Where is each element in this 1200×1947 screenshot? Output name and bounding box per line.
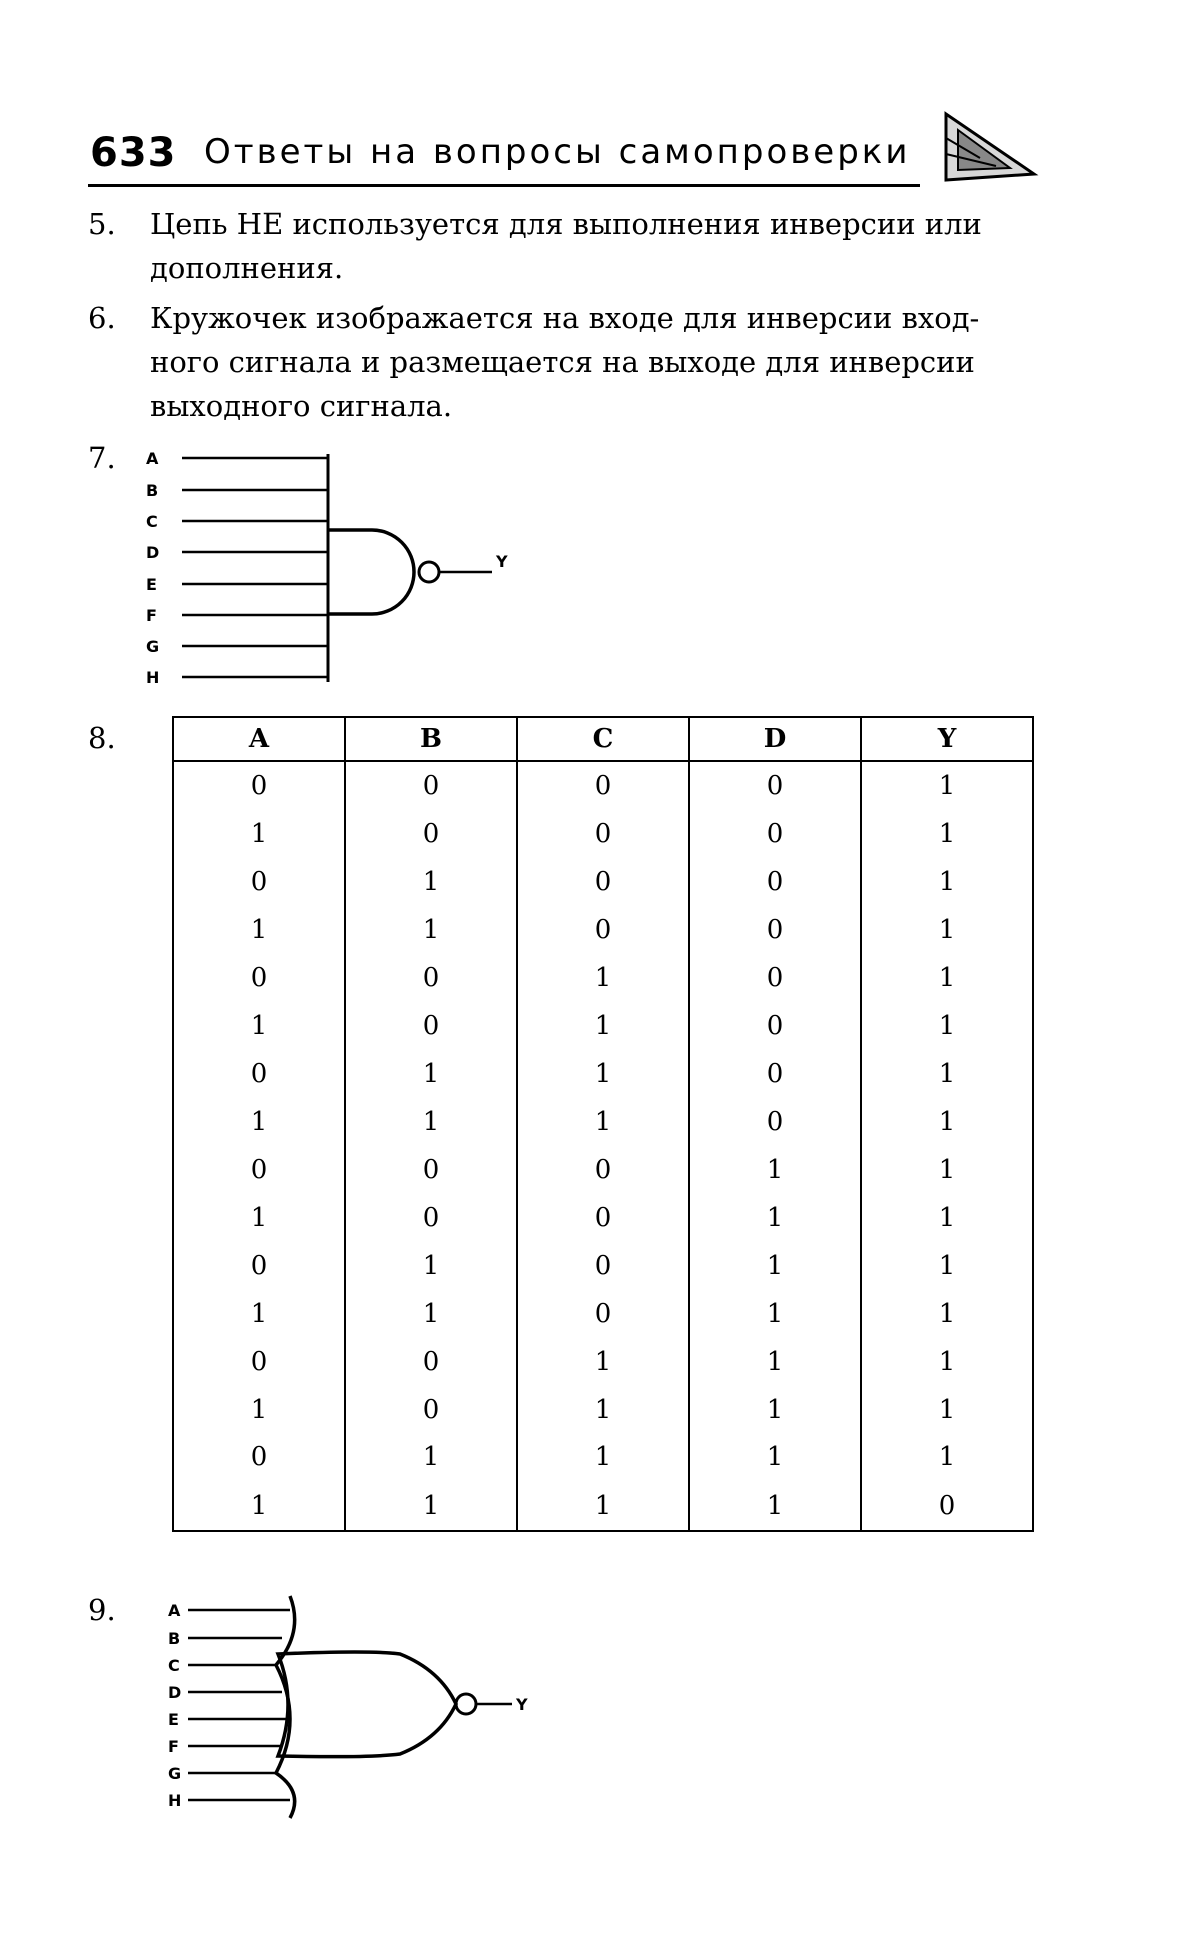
- answer-6-text: [150, 296, 1130, 428]
- cell-d: 0: [689, 906, 861, 954]
- cell-d: 0: [689, 1098, 861, 1146]
- table-row: [173, 1194, 1033, 1242]
- cell-a: 1: [173, 1386, 345, 1434]
- running-title: Ответы на вопросы самопроверки: [204, 132, 911, 172]
- cell-b: 0: [345, 811, 517, 859]
- answer-8-number: 8.: [88, 721, 116, 755]
- cell-a: 1: [173, 811, 345, 859]
- cell-y: 1: [861, 906, 1033, 954]
- cell-a: 1: [173, 1290, 345, 1338]
- page-header: [88, 124, 920, 187]
- cell-a: 1: [173, 1002, 345, 1050]
- cell-y: 1: [861, 1002, 1033, 1050]
- cell-d: 1: [689, 1386, 861, 1434]
- table-row: [173, 1050, 1033, 1098]
- answer-5-line: дополнения.: [150, 251, 344, 285]
- cell-b: 0: [345, 1194, 517, 1242]
- nand-gate-8-input-diagram: [140, 440, 530, 690]
- cell-c: 1: [517, 1002, 689, 1050]
- cell-d: 0: [689, 954, 861, 1002]
- input-label-d: D: [146, 543, 160, 562]
- cell-y: 1: [861, 1242, 1033, 1290]
- cell-a: 1: [173, 906, 345, 954]
- cell-y: 1: [861, 1194, 1033, 1242]
- cell-c: 0: [517, 811, 689, 859]
- cell-y: 1: [861, 1290, 1033, 1338]
- output-label-y: Y: [516, 1695, 528, 1714]
- nor-gate-8-input-diagram: [140, 1592, 560, 1822]
- table-row: [173, 761, 1033, 811]
- answer-7-number: 7.: [88, 441, 116, 475]
- cell-c: 0: [517, 1242, 689, 1290]
- cell-c: 1: [517, 1098, 689, 1146]
- cell-c: 0: [517, 906, 689, 954]
- table-row: [173, 1434, 1033, 1482]
- answer-9-number: 9.: [88, 1593, 116, 1627]
- cell-b: 1: [345, 1242, 517, 1290]
- column-header-c: C: [517, 717, 689, 761]
- answer-5-line: Цепь НЕ используется для выполнения инверсии или: [150, 207, 982, 241]
- input-label-a: A: [168, 1601, 181, 1620]
- answer-6-line: ного сигнала и размещается на выходе для инверсии: [150, 345, 975, 379]
- table-row: [173, 811, 1033, 859]
- cell-y: 1: [861, 1386, 1033, 1434]
- cell-b: 0: [345, 1002, 517, 1050]
- input-label-h: H: [168, 1791, 182, 1810]
- cell-y: 1: [861, 761, 1033, 811]
- cell-a: 1: [173, 1194, 345, 1242]
- cell-b: 1: [345, 1434, 517, 1482]
- column-header-d: D: [689, 717, 861, 761]
- cell-a: 0: [173, 1242, 345, 1290]
- cell-b: 0: [345, 1146, 517, 1194]
- cell-y: 1: [861, 954, 1033, 1002]
- table-row: [173, 1290, 1033, 1338]
- table-row: [173, 1481, 1033, 1531]
- truth-table-grid: [172, 716, 1034, 1532]
- table-row: [173, 1338, 1033, 1386]
- input-label-d: D: [168, 1683, 182, 1702]
- cell-y: 1: [861, 858, 1033, 906]
- column-header-b: B: [345, 717, 517, 761]
- input-label-c: C: [146, 512, 158, 531]
- cell-a: 1: [173, 1098, 345, 1146]
- input-label-e: E: [146, 575, 157, 594]
- input-label-c: C: [168, 1656, 180, 1675]
- table-row: [173, 1098, 1033, 1146]
- truth-table-body: [173, 761, 1033, 1531]
- cell-d: 1: [689, 1434, 861, 1482]
- cell-c: 0: [517, 1146, 689, 1194]
- truth-table: [172, 716, 1034, 1532]
- input-label-f: F: [168, 1737, 179, 1756]
- cell-a: 0: [173, 858, 345, 906]
- cell-b: 1: [345, 858, 517, 906]
- cell-d: 1: [689, 1338, 861, 1386]
- cell-d: 1: [689, 1146, 861, 1194]
- column-header-a: A: [173, 717, 345, 761]
- cell-c: 0: [517, 1290, 689, 1338]
- cell-c: 1: [517, 1050, 689, 1098]
- cell-y: 1: [861, 811, 1033, 859]
- cell-d: 0: [689, 761, 861, 811]
- table-row: [173, 954, 1033, 1002]
- cell-c: 1: [517, 1386, 689, 1434]
- triangle-logo-icon: [940, 108, 1040, 188]
- table-row: [173, 1146, 1033, 1194]
- answer-5-number: 5.: [88, 207, 116, 241]
- cell-c: 0: [517, 1194, 689, 1242]
- cell-c: 1: [517, 954, 689, 1002]
- answer-6-number: 6.: [88, 301, 116, 335]
- table-row: [173, 1386, 1033, 1434]
- cell-a: 1: [173, 1481, 345, 1531]
- cell-y: 1: [861, 1146, 1033, 1194]
- cell-b: 1: [345, 1481, 517, 1531]
- cell-a: 0: [173, 1434, 345, 1482]
- answer-6-line: Кружочек изображается на входе для инверсии вход-: [150, 301, 980, 335]
- cell-y: 1: [861, 1098, 1033, 1146]
- input-label-g: G: [146, 637, 160, 656]
- input-label-g: G: [168, 1764, 182, 1783]
- cell-b: 1: [345, 1098, 517, 1146]
- cell-d: 1: [689, 1242, 861, 1290]
- cell-c: 1: [517, 1434, 689, 1482]
- cell-d: 0: [689, 1002, 861, 1050]
- cell-a: 0: [173, 761, 345, 811]
- cell-d: 1: [689, 1481, 861, 1531]
- cell-c: 0: [517, 761, 689, 811]
- input-label-f: F: [146, 606, 157, 625]
- input-label-e: E: [168, 1710, 179, 1729]
- column-header-y: Y: [861, 717, 1033, 761]
- cell-c: 1: [517, 1481, 689, 1531]
- cell-b: 0: [345, 1338, 517, 1386]
- cell-a: 0: [173, 1146, 345, 1194]
- cell-b: 0: [345, 954, 517, 1002]
- input-label-b: B: [168, 1629, 181, 1648]
- table-row: [173, 906, 1033, 954]
- page-number: 633: [90, 130, 177, 176]
- cell-a: 0: [173, 954, 345, 1002]
- cell-b: 0: [345, 1386, 517, 1434]
- cell-y: 1: [861, 1338, 1033, 1386]
- table-row: [173, 1002, 1033, 1050]
- answer-6-line: выходного сигнала.: [150, 389, 453, 423]
- cell-c: 1: [517, 1338, 689, 1386]
- cell-a: 0: [173, 1050, 345, 1098]
- input-label-h: H: [146, 668, 160, 687]
- table-row: [173, 1242, 1033, 1290]
- cell-a: 0: [173, 1338, 345, 1386]
- table-row: [173, 858, 1033, 906]
- cell-b: 1: [345, 1290, 517, 1338]
- cell-d: 0: [689, 811, 861, 859]
- cell-b: 1: [345, 906, 517, 954]
- cell-b: 1: [345, 1050, 517, 1098]
- answer-5-text: [150, 202, 1130, 290]
- cell-d: 0: [689, 1050, 861, 1098]
- cell-d: 0: [689, 858, 861, 906]
- table-header-row: [173, 717, 1033, 761]
- cell-y: 1: [861, 1434, 1033, 1482]
- input-label-a: A: [146, 449, 159, 468]
- input-label-b: B: [146, 481, 159, 500]
- cell-d: 1: [689, 1194, 861, 1242]
- cell-d: 1: [689, 1290, 861, 1338]
- cell-c: 0: [517, 858, 689, 906]
- cell-y: 0: [861, 1481, 1033, 1531]
- output-label-y: Y: [496, 552, 508, 571]
- cell-b: 0: [345, 761, 517, 811]
- cell-y: 1: [861, 1050, 1033, 1098]
